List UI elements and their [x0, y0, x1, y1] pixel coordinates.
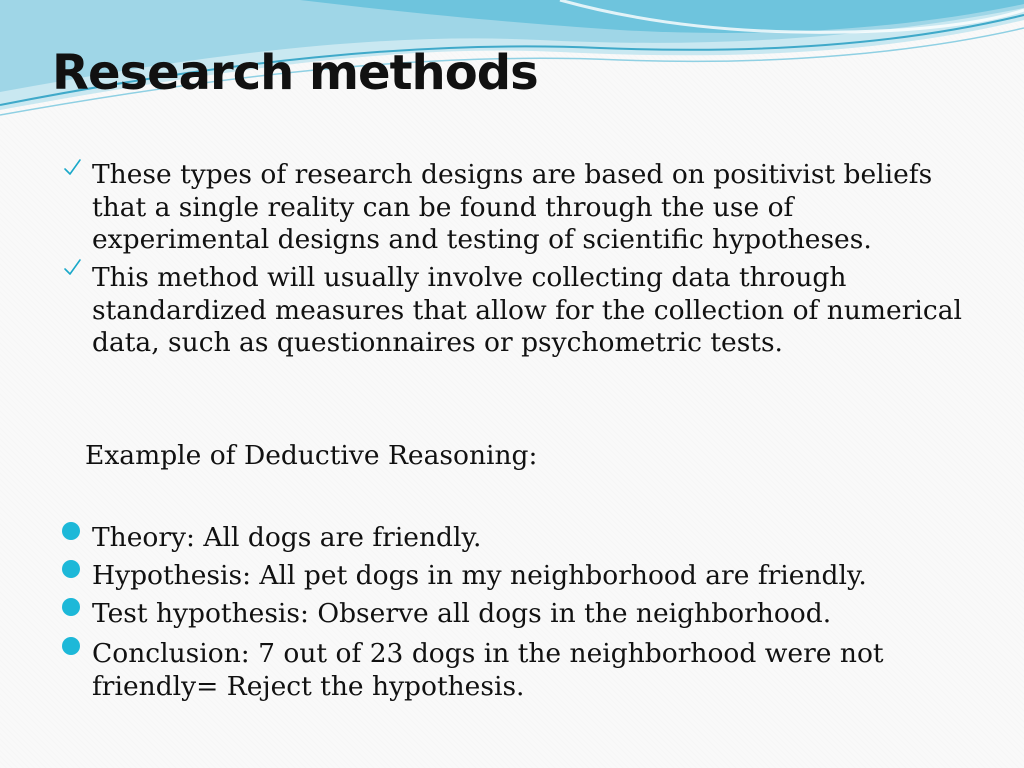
- filled-circle-icon: [62, 598, 80, 616]
- filled-circle-icon: [62, 637, 80, 655]
- dot-bullet-item: Theory: All dogs are friendly.: [92, 522, 482, 553]
- example-heading: Example of Deductive Reasoning:: [85, 440, 538, 471]
- filled-circle-icon: [62, 560, 80, 578]
- check-bullet-item: These types of research designs are based on positivist beliefs that a single reality can be found through the use of experimental designs and testing of scientific hypotheses.: [92, 159, 933, 255]
- dot-bullet-item: Test hypothesis: Observe all dogs in the neighborhood.: [92, 598, 832, 629]
- dot-bullet-item: Hypothesis: All pet dogs in my neighborhood are friendly.: [92, 560, 867, 591]
- dot-bullet-item: Conclusion: 7 out of 23 dogs in the neighborhood were not friendly= Reject the hypothesis.: [92, 638, 884, 702]
- slide-title: Research methods: [52, 45, 538, 101]
- check-bullet-item: This method will usually involve collecting data through standardized measures that allow for the collection of numerical data, such as questionnaires or psychometric tests.: [92, 262, 962, 358]
- checkmark-icon: [62, 258, 82, 278]
- filled-circle-icon: [62, 522, 80, 540]
- checkmark-icon: [62, 158, 82, 178]
